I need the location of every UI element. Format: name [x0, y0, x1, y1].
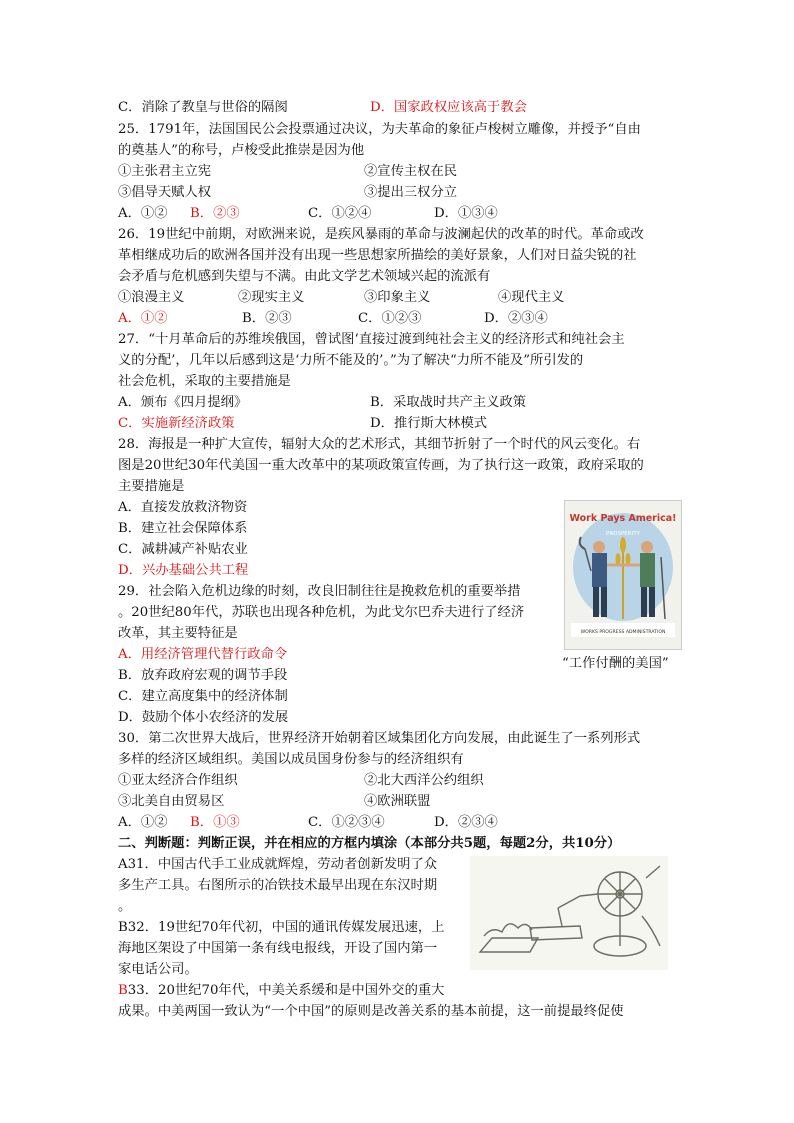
poster-footer: WORKS PROGRESS ADMINISTRATION: [580, 630, 666, 635]
poster-caption: “工作付酬的美国”: [562, 656, 669, 671]
wpa-poster-image: [564, 500, 682, 650]
poster-title: Work Pays America!: [569, 513, 677, 524]
q27-option-c-answer: C．实施新经济政策: [118, 416, 235, 431]
q26-item-2: ②现实主义: [238, 290, 305, 305]
q30-option-c: C．①②③④: [308, 815, 385, 830]
q31-stem-line-1: A31．中国古代手工业成就辉煌，劳动者创新发明了众: [118, 857, 438, 872]
q27-stem-line-1: 27．“十月革命后的苏维埃俄国，曾试图‘直接过渡到纯社会主义的经济形式和纯社会主: [118, 332, 625, 347]
q26-item-1: ①浪漫主义: [118, 290, 185, 305]
q27-stem-line-3: 社会危机，采取的主要措施是: [118, 374, 291, 389]
q26-stem-line-1: 26．19世纪中前期，对欧洲来说，是疾风暴雨的革命与波澜起伏的改革的时代。革命或改: [118, 227, 644, 242]
q25-item-4: ③提出三权分立: [364, 185, 458, 200]
q30-option-b-answer: B．①③: [190, 815, 240, 830]
q26-option-a-answer: A．①②: [118, 311, 168, 326]
q30-stem-line-1: 30．第二次世界大战后，世界经济开始朝着区域集团化方向发展，由此诞生了一系列形式: [118, 731, 641, 746]
q29-stem-line-1: 29．社会陷入危机边缘的时刻，改良旧制往往是挽救危机的重要举措: [118, 584, 521, 599]
q31-stem-line-3: 。: [118, 899, 132, 914]
q33-stem-line-2: 成果。中美两国一致认为“一个中国”的原则是改善关系的基本前提，这一前提最终促使: [118, 1004, 624, 1019]
q25-stem-line-2: 的奠基人”的称号，卢梭受此推崇是因为他: [118, 143, 365, 158]
q30-item-1: ①亚太经济合作组织: [118, 773, 238, 788]
q28-option-a: A．直接发放救济物资: [118, 500, 248, 515]
poster-illustration-icon: [565, 501, 681, 649]
q26-item-3: ③印象主义: [364, 290, 431, 305]
q28-stem-line-2: 图是20世纪30年代美国一重大改革中的某项政策宣传画，为了执行这一政策，政府采取的: [118, 458, 644, 473]
water-bellows-drawing-icon: [470, 856, 668, 970]
q29-option-b: B．放弃政府宏观的调节手段: [118, 668, 288, 683]
q26-option-c: C．①②③: [358, 311, 422, 326]
q25-option-d: D．①③④: [434, 206, 498, 221]
q32-stem-line-1: B32．19世纪70年代初，中国的通讯传媒发展迅速，上: [118, 920, 445, 935]
q25-option-a: A．①②: [118, 206, 168, 221]
q32-stem-line-2: 海地区架设了中国第一条有线电报线，开设了国内第一: [118, 941, 438, 956]
q28-stem-line-3: 主要措施是: [118, 479, 185, 494]
q31-stem-line-2: 多生产工具。右图所示的冶铁技术最早出现在东汉时期: [118, 878, 438, 893]
q24-option-d-answer: D．国家政权应该高于教会: [370, 100, 527, 115]
q26-item-4: ④现代主义: [498, 290, 565, 305]
section-2-heading: 二、判断题：判断正误，并在相应的方框内填涂（本部分共5题，每题2分，共10分）: [118, 836, 621, 851]
q27-option-b: B．采取战时共产主义政策: [370, 395, 527, 410]
q30-item-3: ③北美自由贸易区: [118, 794, 225, 809]
q26-stem-line-2: 革相继成功后的欧洲各国并没有出现一些思想家所描绘的美好景象，人们对日益尖锐的社: [118, 248, 637, 263]
q25-stem-line-1: 25．1791年，法国国民公会投票通过决议，为夫革命的象征卢梭树立雕像，并授予“自由: [118, 122, 641, 137]
q29-option-a-answer: A．用经济管理代替行政命令: [118, 647, 288, 662]
q25-option-c: C．①②④: [308, 206, 372, 221]
q27-option-d: D．推行斯大林模式: [370, 416, 488, 431]
q25-option-b-answer: B．②③: [190, 206, 240, 221]
smelting-bellows-sketch-image: [470, 856, 668, 970]
q33-stem-text: 33．20世纪70年代，中美关系缓和是中国外交的重大: [127, 983, 445, 998]
q32-stem-line-3: 家电话公司。: [118, 962, 198, 977]
q30-item-2: ②北大西洋公约组织: [364, 773, 484, 788]
q33-stem-line-1: [118, 981, 444, 1001]
q25-item-3: ③倡导天赋人权: [118, 185, 212, 200]
q30-option-d: D．②③④: [434, 815, 498, 830]
poster-word: PROSPERITY: [606, 531, 640, 537]
q26-option-d: D．②③④: [484, 311, 548, 326]
q33-answer-mark: B: [118, 983, 128, 998]
q28-option-b: B．建立社会保障体系: [118, 521, 248, 536]
q28-stem-line-1: 28．海报是一种扩大宣传，辐射大众的艺术形式，其细节折射了一个时代的风云变化。右: [118, 437, 641, 452]
q29-stem-line-3: 改革，其主要特征是: [118, 626, 238, 641]
q29-option-c: C．建立高度集中的经济体制: [118, 689, 288, 704]
q30-stem-line-2: 多样的经济区域组织。美国以成员国身份参与的经济组织有: [118, 752, 464, 767]
q29-stem-line-2: 。20世纪80年代，苏联也出现各种危机，为此戈尔巴乔夫进行了经济: [118, 605, 525, 620]
q24-option-c: C．消除了教皇与世俗的隔阂: [118, 100, 288, 115]
q25-item-2: ②宣传主权在民: [364, 164, 458, 179]
q30-option-a: A．①②: [118, 815, 168, 830]
q27-option-a: A．颁布《四月提纲》: [118, 395, 248, 410]
q27-stem-line-2: 义的分配’，几年以后感到这是‘力所不能及的’。”为了解决“力所不能及”所引发的: [118, 353, 584, 368]
q29-option-d: D．鼓励个体小农经济的发展: [118, 710, 289, 725]
q26-option-b: B．②③: [242, 311, 292, 326]
q28-option-d-answer: D．兴办基础公共工程: [118, 563, 249, 578]
q30-item-4: ④欧洲联盟: [364, 794, 431, 809]
q28-option-c: C．减耕减产补贴农业: [118, 542, 248, 557]
q26-stem-line-3: 会矛盾与危机感到失望与不满。由此文学艺术领域兴起的流派有: [118, 269, 491, 284]
q25-item-1: ①主张君主立宪: [118, 164, 212, 179]
